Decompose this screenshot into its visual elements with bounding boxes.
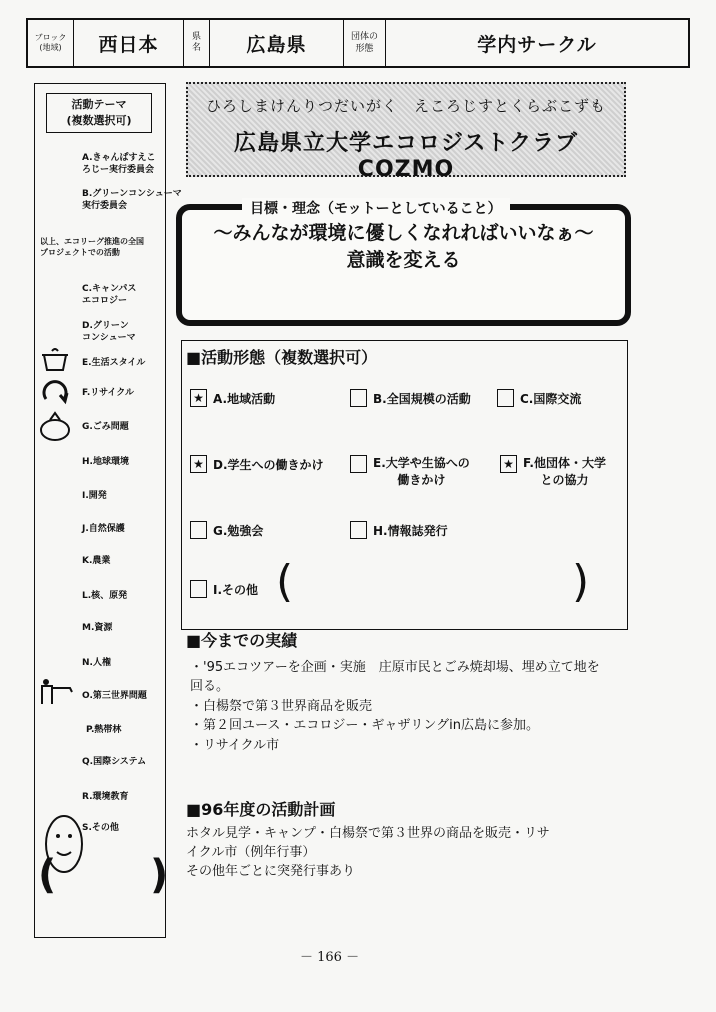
header-table bbox=[26, 18, 690, 68]
org-value: 学内サークル bbox=[477, 33, 597, 56]
pref-label: 県 名 bbox=[191, 32, 201, 53]
sidebar-item-j: J.自然保護 bbox=[82, 524, 125, 534]
recycle-icon bbox=[38, 377, 72, 411]
checkbox-d[interactable]: ★ bbox=[190, 455, 207, 473]
sidebar-item-i: I.開発 bbox=[82, 491, 107, 501]
sidebar-item-f: F.リサイクル bbox=[82, 388, 134, 398]
pref-value-cell bbox=[210, 20, 344, 66]
pref-value: 広島県 bbox=[246, 33, 307, 56]
checkbox-i[interactable] bbox=[190, 580, 207, 598]
plan-line-2: イクル市（例年行事） bbox=[186, 845, 316, 860]
goal-box bbox=[176, 201, 631, 326]
plan-line-1: ホタル見学・キャンプ・白楊祭で第３世界の商品を販売・リサ bbox=[186, 826, 550, 841]
sidebar-item-b: B.グリーンコンシューマ 実行委員会 bbox=[82, 189, 182, 211]
option-c bbox=[497, 389, 581, 407]
option-i bbox=[190, 580, 258, 598]
sidebar-item-p: P.熱帯林 bbox=[86, 725, 122, 735]
option-g-label: G.勉強会 bbox=[213, 523, 264, 538]
block-value: 西日本 bbox=[98, 33, 159, 56]
goal-line-2: 意識を変える bbox=[346, 249, 461, 271]
option-a bbox=[190, 389, 275, 407]
checkbox-h[interactable] bbox=[350, 521, 367, 539]
checkbox-f[interactable]: ★ bbox=[500, 455, 517, 473]
achievement-item-3: ・第２回ユース・エコロジー・ギャザリングin広島に参加。 bbox=[190, 718, 539, 733]
sidebar-paren-open: ( bbox=[38, 852, 57, 898]
activity-heading: ■活動形態（複数選択可） bbox=[186, 348, 378, 367]
achievements-heading: ■今までの実績 bbox=[186, 631, 298, 650]
sidebar-item-r: R.環境教育 bbox=[82, 792, 129, 802]
sidebar-item-n: N.人権 bbox=[82, 658, 111, 668]
sidebar-item-g: G.ごみ問題 bbox=[82, 422, 129, 432]
org-label-cell bbox=[344, 20, 386, 66]
option-b-label: B.全国規模の活動 bbox=[373, 391, 471, 406]
other-paren-close: ) bbox=[572, 556, 590, 607]
plan-line-3: その他年ごとに突発行事あり bbox=[186, 864, 356, 879]
checkbox-a[interactable]: ★ bbox=[190, 389, 207, 407]
block-label: ブロック (地域) bbox=[34, 33, 67, 52]
option-a-label: A.地域活動 bbox=[213, 391, 276, 406]
sidebar-item-s: S.その他 bbox=[82, 823, 119, 833]
checkbox-b[interactable] bbox=[350, 389, 367, 407]
option-d-label: D.学生への働きかけ bbox=[213, 457, 324, 472]
option-e bbox=[350, 455, 470, 489]
club-romaji: ひろしまけんりつだいがく えころじすとくらぶこずも bbox=[205, 97, 606, 115]
club-name: 広島県立大学エコロジストクラブCOZMO bbox=[234, 131, 578, 182]
block-value-cell bbox=[74, 20, 184, 66]
option-g bbox=[190, 521, 263, 539]
option-h-label: H.情報誌発行 bbox=[373, 523, 448, 538]
checkbox-g[interactable] bbox=[190, 521, 207, 539]
sidebar-item-a: A.きゃんぱすえこ ろじー実行委員会 bbox=[82, 153, 156, 175]
option-e-label: E.大学や生協への 働きかけ bbox=[373, 456, 470, 487]
sidebar-paren-close: ) bbox=[150, 852, 169, 898]
option-h bbox=[350, 521, 448, 539]
sidebar-item-l: L.核、原発 bbox=[82, 591, 128, 601]
water-pump-icon bbox=[36, 676, 76, 710]
org-value-cell bbox=[386, 20, 688, 66]
option-c-label: C.国際交流 bbox=[520, 391, 582, 406]
page-number: － 166 － bbox=[300, 950, 360, 965]
sidebar-item-m: M.資源 bbox=[82, 623, 113, 633]
org-label: 団体の 形態 bbox=[350, 32, 378, 54]
goal-line-1: ～みんなが環境に優しくなれればいいなぁ～ bbox=[213, 222, 594, 244]
sidebar-item-k: K.農業 bbox=[82, 556, 111, 566]
checkbox-e[interactable] bbox=[350, 455, 367, 473]
garbage-bag-icon bbox=[38, 410, 72, 446]
theme-title: 活動テーマ (複数選択可) bbox=[46, 93, 152, 133]
sidebar-item-c: C.キャンパス エコロジー bbox=[82, 284, 137, 306]
sidebar-item-o: O.第三世界問題 bbox=[82, 691, 147, 701]
option-b bbox=[350, 389, 471, 407]
sidebar-item-h: H.地球環境 bbox=[82, 457, 129, 467]
pot-icon bbox=[40, 347, 70, 377]
club-banner bbox=[186, 82, 626, 182]
option-i-label: I.その他 bbox=[213, 582, 259, 597]
plan-heading: ■96年度の活動計画 bbox=[186, 800, 336, 819]
sidebar-item-d: D.グリーン コンシューマ bbox=[82, 321, 136, 343]
achievement-item-1: ・'95エコツアーを企画・実施 庄原市民とごみ焼却場、埋め立て地を回る。 bbox=[190, 660, 600, 694]
sidebar-item-e: E.生活スタイル bbox=[82, 358, 146, 368]
sidebar-item-q: Q.国際システム bbox=[82, 757, 147, 767]
sidebar-note: 以上、エコリーグ推進の全国 プロジェクトでの活動 bbox=[40, 237, 144, 257]
option-f bbox=[500, 455, 606, 489]
other-paren-open: ( bbox=[276, 556, 294, 607]
pref-label-cell bbox=[184, 20, 210, 66]
option-f-label: F.他団体・大学 との協力 bbox=[523, 456, 606, 487]
achievement-item-4: ・リサイクル市 bbox=[190, 738, 280, 753]
option-d bbox=[190, 455, 324, 473]
goal-title: 目標・理念（モットーとしていること） bbox=[242, 198, 510, 218]
checkbox-c[interactable] bbox=[497, 389, 514, 407]
block-label-cell bbox=[28, 20, 74, 66]
achievement-item-2: ・白楊祭で第３世界商品を販売 bbox=[190, 699, 373, 714]
